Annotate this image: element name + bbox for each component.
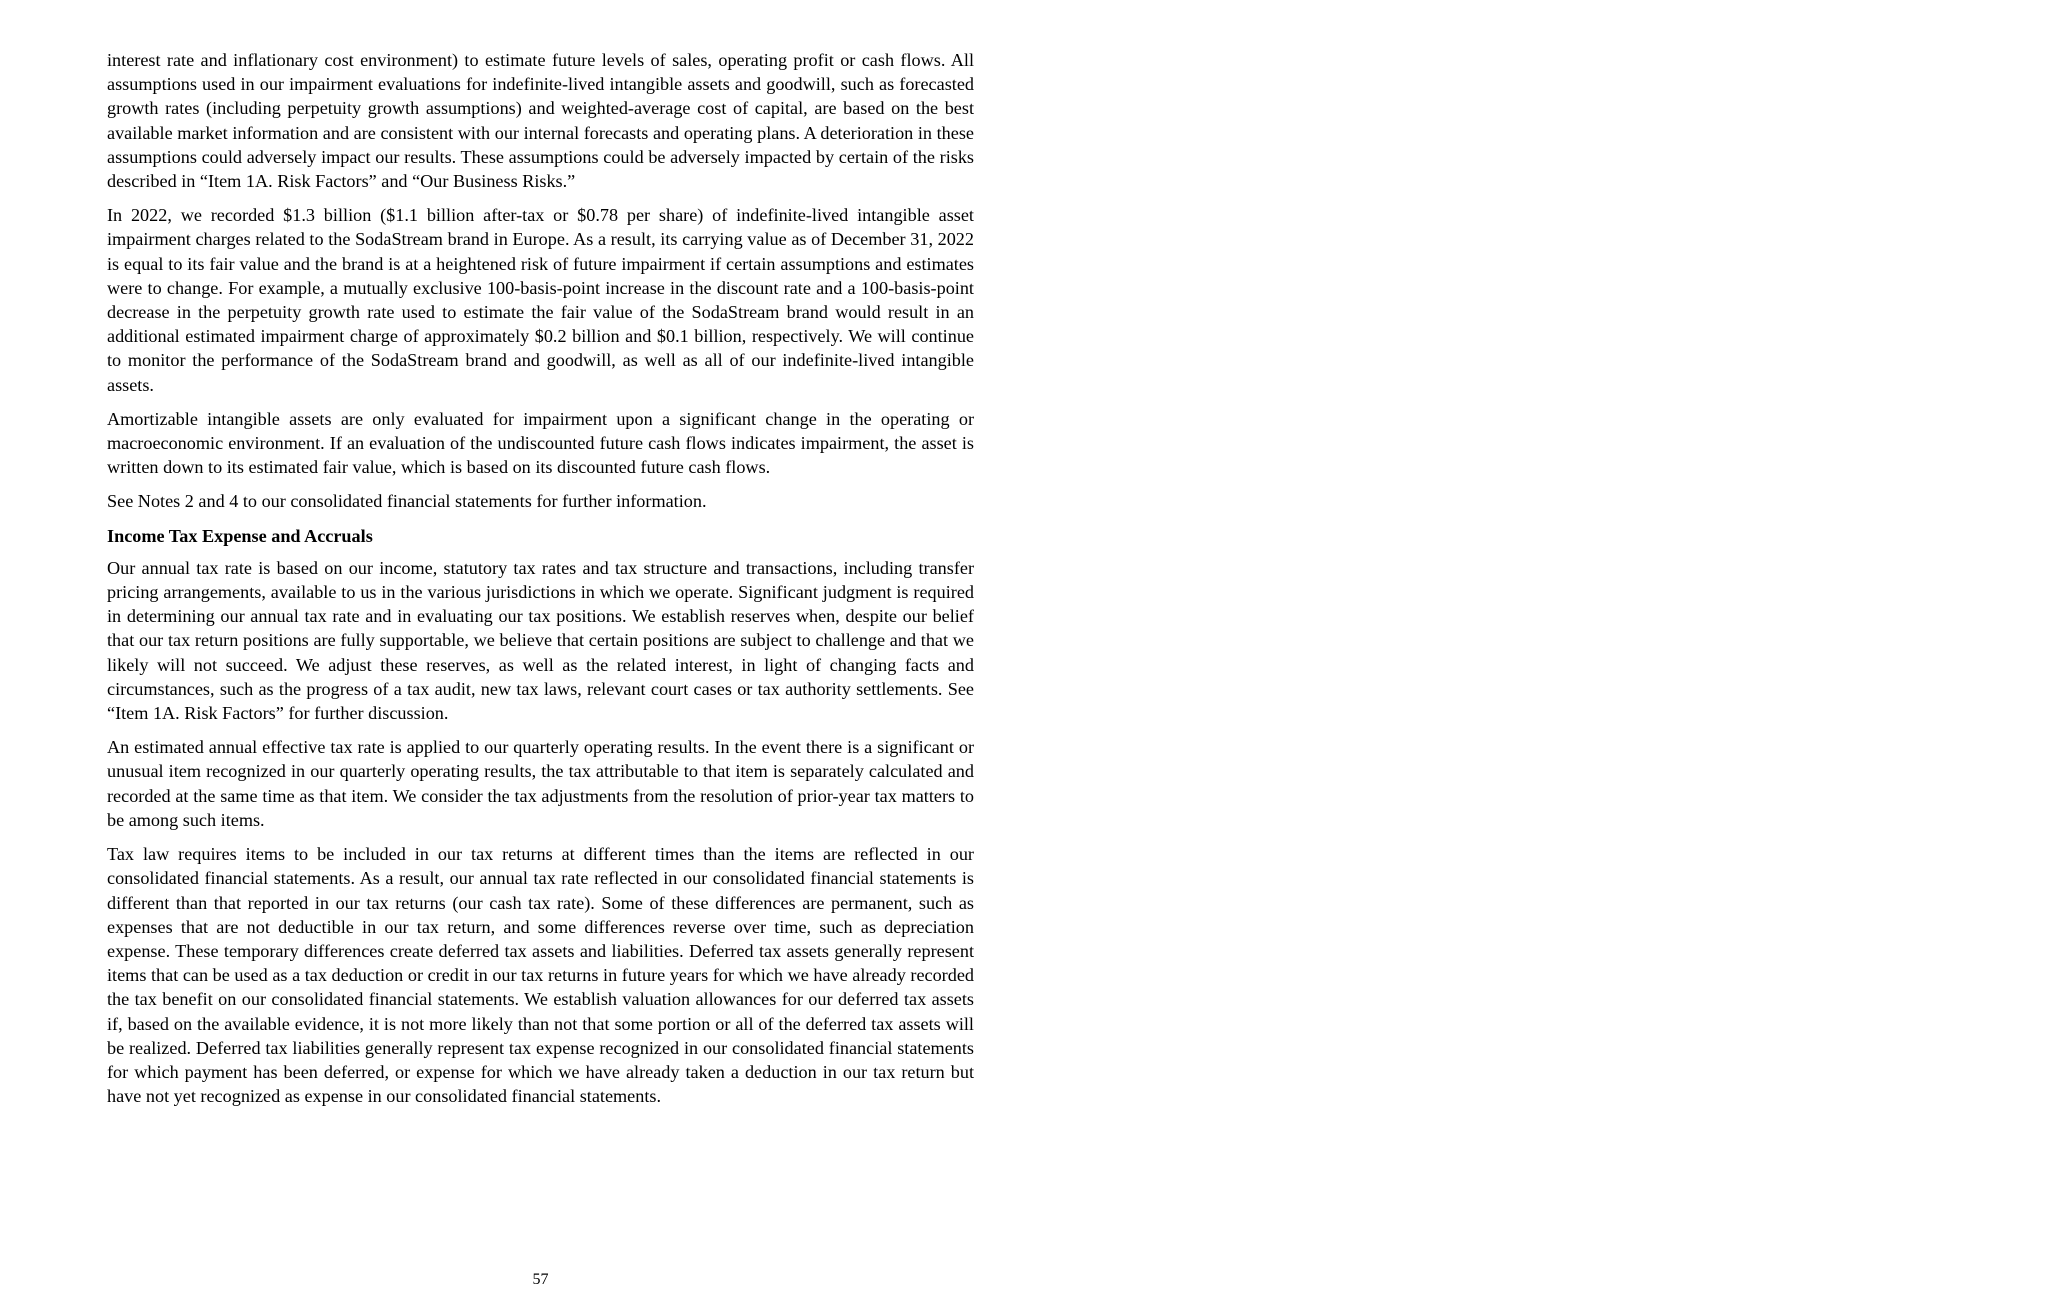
section-heading-income-tax: Income Tax Expense and Accruals (107, 525, 373, 546)
paragraph-effective-tax-rate: An estimated annual effective tax rate is applied to our quarterly operating results. In the event there is a significant or unusual item recognized in our quarterly operating results, the tax attributable to that item is separately calculated and recorded at the same time as that item. We consider the tax adjustments from the resolution of prior-year tax matters to be among such items. (107, 737, 974, 830)
paragraph-annual-tax-rate: Our annual tax rate is based on our income, statutory tax rates and tax structure and transactions, including transfer pricing arrangements, available to us in the various jurisdictions in which we operate. Significant judgment is required in determining our annual tax rate and in evaluating our tax positions. We establish reserves when, despite our belief that our tax return positions are fully supportable, we believe that certain positions are subject to challenge and that we likely will not succeed. We adjust these reserves, as well as the related interest, in light of changing facts and circumstances, such as the progress of a tax audit, new tax laws, relevant court cases or tax authority settlements. See “Item 1A. Risk Factors” for further discussion. (107, 557, 974, 724)
paragraph-sodastream-impairment: In 2022, we recorded $1.3 billion ($1.1 billion after-tax or $0.78 per share) of indefinite-lived intangible asset impairment charges related to the SodaStream brand in Europe. As a result, its carrying value as of December 31, 2022 is equal to its fair value and the brand is at a heightened risk of future impairment if certain assumptions and estimates were to change. For example, a mutually exclusive 100-basis-point increase in the discount rate and a 100-basis-point decrease in the perpetuity growth rate used to estimate the fair value of the SodaStream brand would result in an additional estimated impairment charge of approximately $0.2 billion and $0.1 billion, respectively. We will continue to monitor the performance of the SodaStream brand and goodwill, as well as all of our indefinite-lived intangible assets. (107, 205, 974, 395)
paragraph-see-notes: See Notes 2 and 4 to our consolidated financial statements for further information. (107, 491, 707, 512)
paragraph-impairment-assumptions: interest rate and inflationary cost environment) to estimate future levels of sales, operating profit or cash flows. All assumptions used in our impairment evaluations for indefinite-lived intangible assets and goodwill, such as forecasted growth rates (including perpetuity growth assumptions) and weighted-average cost of capital, are based on the best available market information and are consistent with our internal forecasts and operating plans. A deterioration in these assumptions could adversely impact our results. These assumptions could be adversely impacted by certain of the risks described in “Item 1A. Risk Factors” and “Our Business Risks.” (107, 50, 974, 192)
document-page (107, 48, 974, 1118)
page-number: 57 (532, 1271, 549, 1288)
paragraph-amortizable-assets: Amortizable intangible assets are only evaluated for impairment upon a significant change in the operating or macroeconomic environment. If an evaluation of the undiscounted future cash flows indicates impairment, the asset is written down to its estimated fair value, which is based on its discounted future cash flows. (107, 408, 974, 478)
paragraph-deferred-taxes: Tax law requires items to be included in our tax returns at different times than the items are reflected in our consolidated financial statements. As a result, our annual tax rate reflected in our consolidated financial statements is different than that reported in our tax returns (our cash tax rate). Some of these differences are permanent, such as expenses that are not deductible in our tax return, and some differences reverse over time, such as depreciation expense. These temporary differences create deferred tax assets and liabilities. Deferred tax assets generally represent items that can be used as a tax deduction or credit in our tax returns in future years for which we have already recorded the tax benefit on our consolidated financial statements. We establish valuation allowances for our deferred tax assets if, based on the available evidence, it is not more likely than not that some portion or all of the deferred tax assets will be realized. Deferred tax liabilities generally represent tax expense recognized in our consolidated financial statements for which payment has been deferred, or expense for which we have already taken a deduction in our tax return but have not yet recognized as expense in our consolidated financial statements. (107, 844, 974, 1107)
